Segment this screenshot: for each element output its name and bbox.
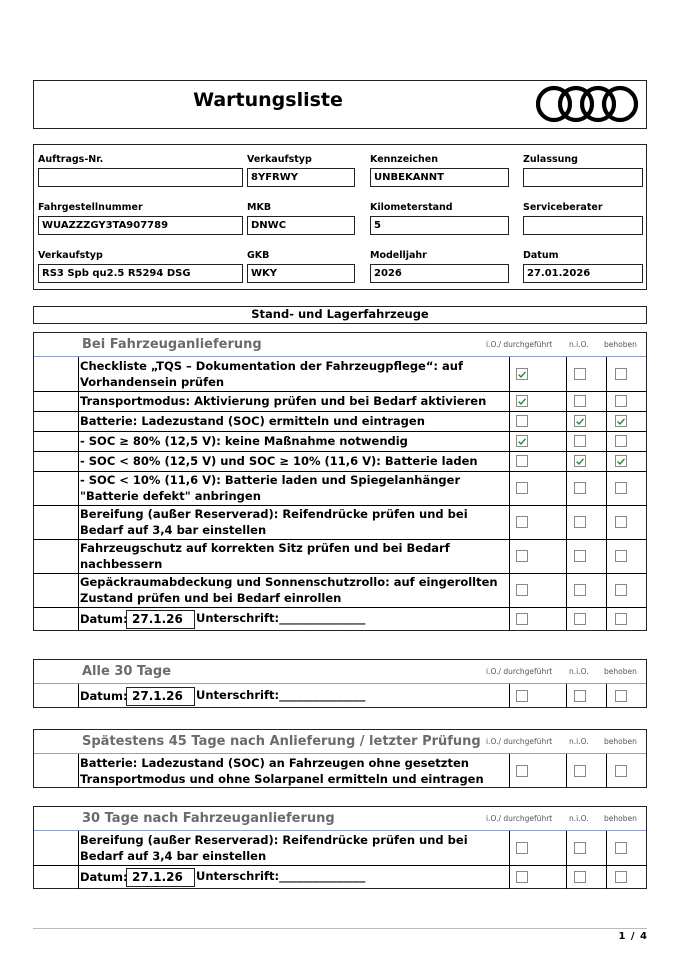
field-value[interactable]: WUAZZZGY3TA907789 xyxy=(38,216,243,235)
checkbox[interactable] xyxy=(574,482,586,494)
column-header-behoben: behoben xyxy=(604,667,637,676)
checkbox[interactable] xyxy=(574,516,586,528)
field-label: Zulassung xyxy=(523,154,578,165)
column-header-nio: n.i.O. xyxy=(569,814,589,823)
checkbox[interactable] xyxy=(574,395,586,407)
footer-divider xyxy=(33,928,647,929)
row-divider xyxy=(33,431,647,432)
date-label: Datum: xyxy=(80,612,128,626)
section-title: Bei Fahrzeuganlieferung xyxy=(82,337,262,352)
signature-label: Unterschrift: xyxy=(196,611,280,625)
field-value[interactable]: DNWC xyxy=(247,216,355,235)
checkbox[interactable] xyxy=(574,842,586,854)
column-header-nio: n.i.O. xyxy=(569,667,589,676)
checkbox[interactable] xyxy=(516,765,528,777)
signature-line[interactable]: _______________ xyxy=(279,688,366,702)
checkbox[interactable] xyxy=(516,395,528,407)
check-icon xyxy=(616,416,626,427)
checkbox[interactable] xyxy=(615,395,627,407)
signature-field[interactable] xyxy=(196,869,365,883)
section-title: Spätestens 45 Tage nach Anlieferung / letzter Prüfung xyxy=(82,734,481,749)
field-value[interactable]: 5 xyxy=(370,216,509,235)
column-header-io: i.O./ durchgeführt xyxy=(486,814,553,823)
checkbox[interactable] xyxy=(516,368,528,380)
checkbox[interactable] xyxy=(574,584,586,596)
checkbox[interactable] xyxy=(615,415,627,427)
column-divider xyxy=(606,357,607,631)
checkbox[interactable] xyxy=(574,550,586,562)
checklist-item-text: - SOC < 80% (12,5 V) und SOC ≥ 10% (11,6 V): Batterie laden xyxy=(80,454,478,468)
field-value[interactable] xyxy=(38,168,243,187)
checkbox[interactable] xyxy=(516,455,528,467)
section-band-title: Stand- und Lagerfahrzeuge xyxy=(251,307,429,321)
checkbox[interactable] xyxy=(574,765,586,777)
row-divider xyxy=(33,411,647,412)
field-label: Kennzeichen xyxy=(370,154,438,165)
date-field[interactable]: 27.1.26 xyxy=(126,687,195,706)
column-divider xyxy=(566,684,567,708)
column-divider xyxy=(78,754,79,788)
checkbox[interactable] xyxy=(574,690,586,702)
column-header-io: i.O./ durchgeführt xyxy=(486,667,553,676)
column-divider xyxy=(509,754,510,788)
column-divider xyxy=(78,357,79,631)
checkbox[interactable] xyxy=(516,550,528,562)
checkbox[interactable] xyxy=(615,584,627,596)
checkbox[interactable] xyxy=(615,368,627,380)
signature-field[interactable] xyxy=(196,611,365,625)
field-label: Modelljahr xyxy=(370,250,427,261)
column-header-io: i.O./ durchgeführt xyxy=(486,737,553,746)
checkbox[interactable] xyxy=(516,690,528,702)
check-icon xyxy=(517,396,527,407)
checkbox[interactable] xyxy=(615,482,627,494)
page-number: 1 / 4 xyxy=(618,931,648,942)
field-label: Verkaufstyp xyxy=(247,154,312,165)
section-title: 30 Tage nach Fahrzeuganlieferung xyxy=(82,811,335,826)
check-icon xyxy=(616,456,626,467)
date-label: Datum: xyxy=(80,870,128,884)
column-header-nio: n.i.O. xyxy=(569,340,589,349)
checkbox[interactable] xyxy=(615,690,627,702)
signature-line[interactable]: _______________ xyxy=(279,869,366,883)
checkbox[interactable] xyxy=(615,550,627,562)
checkbox[interactable] xyxy=(574,368,586,380)
checkbox[interactable] xyxy=(615,516,627,528)
check-icon xyxy=(517,436,527,447)
signature-line[interactable]: _______________ xyxy=(279,611,366,625)
field-label: Verkaufstyp xyxy=(38,250,103,261)
check-icon xyxy=(575,416,585,427)
checkbox[interactable] xyxy=(574,455,586,467)
field-label: Fahrgestellnummer xyxy=(38,202,143,213)
column-divider xyxy=(78,831,79,889)
checkbox[interactable] xyxy=(574,613,586,625)
column-divider xyxy=(606,684,607,708)
checkbox[interactable] xyxy=(516,842,528,854)
checkbox[interactable] xyxy=(615,765,627,777)
checklist-item-text: Gepäckraumabdeckung und Sonnenschutzrollo: auf eingerollten Zustand prüfen und bei Bedarf einrollen xyxy=(80,575,498,605)
checklist-item-text: Batterie: Ladezustand (SOC) ermitteln und eintragen xyxy=(80,414,425,428)
field-value[interactable] xyxy=(523,216,643,235)
section-title: Alle 30 Tage xyxy=(82,664,172,679)
checkbox[interactable] xyxy=(574,435,586,447)
column-divider xyxy=(606,754,607,788)
field-label: Datum xyxy=(523,250,559,261)
checklist-item-text: Transportmodus: Aktivierung prüfen und bei Bedarf aktivieren xyxy=(80,394,487,408)
check-icon xyxy=(517,369,527,380)
column-header-io: i.O./ durchgeführt xyxy=(486,340,553,349)
check-icon xyxy=(575,456,585,467)
row-divider xyxy=(33,607,647,608)
column-divider xyxy=(566,357,567,631)
column-header-behoben: behoben xyxy=(604,737,637,746)
column-divider xyxy=(566,754,567,788)
header-divider xyxy=(34,830,646,831)
column-divider xyxy=(606,831,607,889)
checkbox[interactable] xyxy=(516,584,528,596)
row-divider xyxy=(33,391,647,392)
date-label: Datum: xyxy=(80,689,128,703)
column-header-nio: n.i.O. xyxy=(569,737,589,746)
checkbox[interactable] xyxy=(516,415,528,427)
column-header-behoben: behoben xyxy=(604,814,637,823)
checklist-item-text: - SOC ≥ 80% (12,5 V): keine Maßnahme notwendig xyxy=(80,434,408,448)
field-label: Serviceberater xyxy=(523,202,603,213)
field-label: MKB xyxy=(247,202,272,213)
checklist-item-text: Batterie: Ladezustand (SOC) an Fahrzeugen ohne gesetzten Transportmodus und ohne Solarpanel ermitteln und eintragen xyxy=(80,756,484,786)
column-divider xyxy=(566,831,567,889)
field-value[interactable]: 2026 xyxy=(370,264,509,283)
checklist-item-text: Checkliste „TQS – Dokumentation der Fahrzeugpflege“: auf Vorhandensein prüfen xyxy=(80,359,463,389)
signature-label: Unterschrift: xyxy=(196,688,280,702)
header-divider xyxy=(34,753,646,754)
field-value[interactable]: UNBEKANNT xyxy=(370,168,509,187)
date-field[interactable]: 27.1.26 xyxy=(126,610,195,629)
checkbox[interactable] xyxy=(615,455,627,467)
checkbox[interactable] xyxy=(516,871,528,883)
page-title: Wartungsliste xyxy=(193,89,343,111)
field-label: Auftrags-Nr. xyxy=(38,154,104,165)
column-divider xyxy=(78,684,79,708)
checkbox[interactable] xyxy=(615,613,627,625)
header-divider xyxy=(34,683,646,684)
checklist-item-text: Fahrzeugschutz auf korrekten Sitz prüfen und bei Bedarf nachbessern xyxy=(80,541,450,571)
checkbox[interactable] xyxy=(516,435,528,447)
checkbox[interactable] xyxy=(516,613,528,625)
field-value[interactable] xyxy=(523,168,643,187)
column-divider xyxy=(509,831,510,889)
header-divider xyxy=(34,356,646,357)
field-value[interactable]: RS3 Spb qu2.5 R5294 DSG xyxy=(38,264,243,283)
signature-label: Unterschrift: xyxy=(196,869,280,883)
row-divider xyxy=(33,451,647,452)
checkbox[interactable] xyxy=(574,415,586,427)
column-header-behoben: behoben xyxy=(604,340,637,349)
checkbox[interactable] xyxy=(516,516,528,528)
checkbox[interactable] xyxy=(615,871,627,883)
row-divider xyxy=(33,865,647,866)
column-divider xyxy=(509,357,510,631)
audi-rings-icon xyxy=(534,84,640,124)
signature-field[interactable] xyxy=(196,688,365,702)
checkbox[interactable] xyxy=(516,482,528,494)
checklist-item-text: Bereifung (außer Reserverad): Reifendrücke prüfen und bei Bedarf auf 3,4 bar einstellen xyxy=(80,507,468,537)
checkbox[interactable] xyxy=(615,842,627,854)
checkbox[interactable] xyxy=(574,871,586,883)
checkbox[interactable] xyxy=(615,435,627,447)
checklist-item-text: Bereifung (außer Reserverad): Reifendrücke prüfen und bei Bedarf auf 3,4 bar einstellen xyxy=(80,833,468,863)
date-field[interactable]: 27.1.26 xyxy=(126,868,195,887)
field-value[interactable]: 27.01.2026 xyxy=(523,264,643,283)
field-value[interactable]: 8YFRWY xyxy=(247,168,355,187)
column-divider xyxy=(509,684,510,708)
field-label: GKB xyxy=(247,250,270,261)
checklist-item-text: - SOC < 10% (11,6 V): Batterie laden und Spiegelanhänger "Batterie defekt" anbringen xyxy=(80,473,461,503)
field-value[interactable]: WKY xyxy=(247,264,355,283)
field-label: Kilometerstand xyxy=(370,202,453,213)
